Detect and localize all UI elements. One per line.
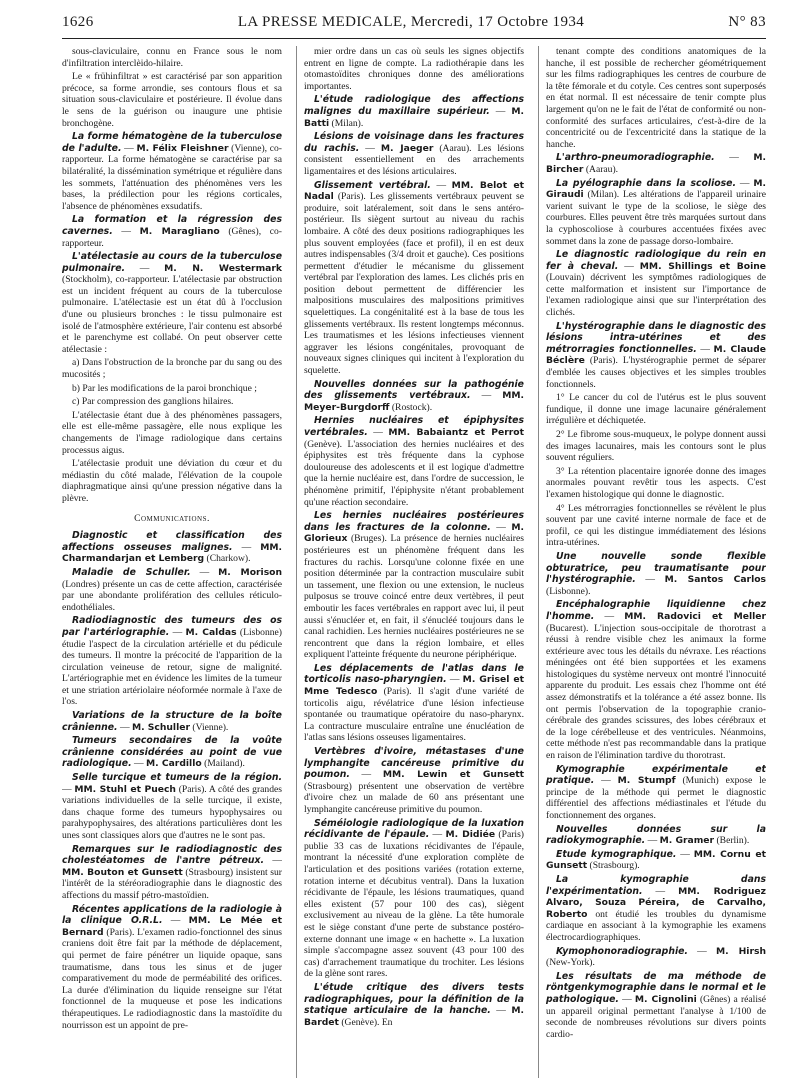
article-title: La pyélographie dans la scoliose.: [556, 177, 737, 189]
article-title: Kymophonoradiographie.: [556, 945, 688, 957]
article-body: (Paris). Les glissements vertébraux peuvent se produire, soit latéralement, soit dans le sens antéro-postérieur. Ils siègent surtout au niveau du rachis lombaire. A côté des deux positions radiographiques les plus souvent employées (face et profil), il en est deux autres indispensables (3/4 droit et gauche). Ces positions permettent d'étudier le mécanisme du glissement vertébral par l'exploration des lames. Les clichés pris en position debout permettent de différencier les malpositions musculaires des malpositions primitives squelettiques. La congénitalité est à la base de tous les glissements vertébraux. Ils restent longtemps méconnus. Les traumatismes et les lésions infectieuses viennent aggraver les lésions congénitales, provoquant de nouveaux signes cliniques qui incitent à l'exploration du squelette.: [304, 191, 524, 377]
article-body: (Lisbonne) étudie l'aspect de la circulation artérielle et du pédicule des tumeurs. Il montre la précocité de l'apparition de la circulation veineuse de retour, signe de malignité. L'artériographie met en évidence les limites de la tumeur et une striation artériolaire néoformée normale à l'axe de l'os.: [62, 626, 282, 708]
article-title: L'atélectasie au cours de la tuberculose pulmonaire.: [62, 251, 282, 274]
article-entry: La formation et la régression des cavernes. — M. Maragliano (Gênes), co-rapporteur.: [62, 214, 282, 249]
article-author: M. Grisel et Mme Tedesco: [304, 674, 524, 698]
article-title: Les résultats de ma méthode de röntgenkymographie dans le normal et le pathologique.: [546, 970, 766, 1005]
article-author: MM. Cornu et Gunsett: [546, 848, 766, 872]
article-title: Maladie de Schuller.: [72, 566, 191, 578]
article-entry: Les déplacements de l'atlas dans le torticolis naso-pharyngien. — M. Grisel et Mme Tedesco (Paris). Il s'agit d'une variété de torticolis aigu, révélatrice d'une lésion infectieuse spontanée ou traumatique opératoire du naso-pharynx. La contracture musculaire entraîne une énucléation de l'atlas sans lésions osseuses ligamentaires.: [304, 662, 524, 744]
article-entry: L'étude radiologique des affections malignes du maxillaire supérieur. — M. Batti (Milan).: [304, 94, 524, 129]
article-body: (Stockholm), co-rapporteur. L'atélectasie par obstruction est un incident fréquent au cours de la tuberculose pulmonaire. L'atélectasie est un état dû à l'occlusion d'une ou plusieurs bronches : le tissu pulmonaire est isolé de l'atmosphère extérieure, l'air contenu est absorbé et le parenchyme est collabé. On peut observer cette atélectasie :: [62, 274, 282, 355]
article-title: Remarques sur le radiodiagnostic des cholestéatomes de l'antre pétreux.: [62, 843, 282, 867]
article-body: (Londres) présente un cas de cette affection, caractérisée par une abondante prolifération des cellules réticulo-endothéliales.: [62, 578, 282, 613]
article-title: Kymographie expérimentale et pratique.: [546, 763, 766, 787]
article-body: (Genève). L'association des hernies nucléaires et des épiphysites est très fréquente dans la cyphose douloureuse des adolescents et il est logique d'admettre que la hernie nucléaire est, dans l'ordre de succession, le phénomène primitif, l'épiphysite n'étant probablement qu'une réaction secondaire.: [304, 438, 524, 508]
article-author: M. Bircher: [546, 152, 766, 175]
article-body: (Vienne).: [192, 721, 229, 733]
article-title: L'étude radiologique des affections malignes du maxillaire supérieur.: [304, 94, 524, 117]
article-body: 3° La rétention placentaire ignorée donne des images anormales pouvant revêtir tous les aspects. C'est l'examen histologique qui donne le diagnostic.: [546, 465, 766, 500]
article-body: (Bruges). La présence de hernies nucléaires postérieures est un phénomène fréquent dans les fractures du rachis. Lorsqu'une colonne fixée en une position déterminée par la contraction musculaire subit un tassement, une flexion ou une extension, le nucleus pulposus se trouve coincé entre deux vertèbres, il peut emboutir les faces vertébrales en rapport avec lui, il peut aussi s'énucléer et, en fait, il s'énucléé toujours dans le canal rachidien. Les hernies nucléaires postérieures ne se rencontrent que dans la région lombaire, et elles expliquent l'atteinte fréquente du neurone périphérique.: [304, 533, 524, 661]
article-title: Hernies nucléaires et épiphysites vertébrales.: [304, 415, 524, 438]
article-title: Les déplacements de l'atlas dans le torticolis naso-pharyngien.: [304, 662, 524, 686]
article-entry: Hernies nucléaires et épiphysites vertébrales. — MM. Babaiantz et Perrot (Genève). L'association des hernies nucléaires et des épiphysites est très fréquente dans la cyphose douloureuse des adolescents et il est logique d'admettre que la hernie nucléaire est, dans l'ordre de succession, le phénomène primitif, l'épiphysite n'étant probablement qu'une réaction secondaire.: [304, 415, 524, 508]
article-body: 2° Le fibrome sous-muqueux, le polype donnent aussi des images lacunaires, mais les contours sont le plus souvent réguliers.: [546, 429, 766, 464]
article-author: MM. Rodriguez Alvaro, Souza Péreira, de Carvalho, Roberto: [546, 885, 766, 920]
paragraph: [62, 458, 282, 504]
article-body: (Strasbourg) présentent une observation de vertèbre d'ivoire chez un malade de 60 ans présentant une lymphangite cancéreuse primitive du poumon.: [304, 780, 524, 815]
article-body: (Aarau). Les lésions consistent essentiellement en des arrachements ligamentaires et des lésions articulaires.: [304, 142, 524, 177]
article-body: (Gênes), co-rapporteur.: [62, 225, 282, 249]
article-entry: Kymographie expérimentale et pratique. — M. Stumpf (Munich) expose le principe de la méthode qui permet le diagnostic différentiel des affections médiastinales et l'étude du fonctionnement des organes.: [546, 763, 766, 821]
header-rule: [62, 38, 766, 39]
paragraph: [546, 429, 766, 464]
article-entry: L'hystérographie dans le diagnostic des lésions intra-utérines et des métrorragies fonctionnelles. — M. Claude Béclère (Paris). L'hystérographie permet de séparer d'emblée les causes objectives et les simples troubles fonctionnels.: [546, 320, 766, 390]
article-entry: Glissement vertébral. — MM. Belot et Nadal (Paris). Les glissements vertébraux peuvent se produire, soit latéralement, soit dans le sens antéro-postérieur. Ils siègent surtout au niveau du rachis lombaire. A côté des deux positions radiographiques les plus souvent employées (face et profil), il en est deux autres indispensables (3/4 droit et gauche). Ces positions permettent d'étudier le mécanisme du glissement vertébral par l'exploration des lames. Les clichés pris en position debout permettent de différencier les malpositions musculaires des malpositions primitives squelettiques. La congénitalité est à la base de tous les glissements vertébraux. Ils restent longtemps méconnus. Les traumatismes et les lésions infectieuses viennent aggraver les lésions congénitales, provoquant de nouveaux signes cliniques qui incitent à l'exploration du squelette.: [304, 179, 524, 377]
article-body: (Lisbonne).: [546, 585, 591, 597]
article-body: (Gênes) a réalisé un appareil original permettant l'analyse à 1/100 de seconde de nombreuses révolutions sur divers points cardio-: [546, 993, 766, 1040]
article-author: M. Claude Béclère: [546, 343, 766, 367]
article-entry: Les résultats de ma méthode de röntgenkymographie dans le normal et le pathologique. — M. Cignolini (Gênes) a réalisé un appareil original permettant l'analyse à 1/100 de seconde de nombreuses révolutions sur divers points cardio-: [546, 970, 766, 1040]
article-body: (Strasbourg).: [589, 860, 640, 872]
article-body: L'atélectasie produit une déviation du cœur et du médiastin du côté malade, l'élévation de la coupole diaphragmatique ainsi qu'une pression négative dans la plèvre.: [62, 458, 282, 504]
article-entry: Nouvelles données sur la pathogénie des glissements vertébraux. — MM. Meyer-Burgdorff (Rostock).: [304, 378, 524, 413]
article-entry: Radiodiagnostic des tumeurs des os par l'artériographie. — M. Caldas (Lisbonne) étudie l'aspect de la circulation artérielle et du pédicule des tumeurs. Il montre la précocité de l'apparition de la circulation veineuse de retour, signe de malignité. L'artériographie met en évidence les limites de la tumeur et une striation artériolaire néoformée normale à l'axe de l'os.: [62, 615, 282, 708]
article-author: M. Glorieux: [304, 521, 524, 545]
paragraph: [62, 357, 282, 380]
article-body: (Rostock).: [391, 401, 433, 413]
section-heading: Communications.: [134, 512, 210, 524]
article-entry: Les hernies nucléaires postérieures dans les fractures de la colonne. — M. Glorieux (Bruges). La présence de hernies nucléaires postérieures est un phénomène fréquent dans les fractures du rachis. Lorsqu'une colonne fixée en une position déterminée par la contraction musculaire subit un tassement, une flexion ou une extension, le nucleus pulposus se trouve coincé entre deux vertèbres, il peut emboutir les faces vertébrales en rapport avec lui, il peut aussi s'énucléer et, en fait, il s'énucléé toujours dans le canal rachidien. Les hernies nucléaires postérieures ne se rencontrent que dans la région lombaire, et elles expliquent l'atteinte fréquente du neurone périphérique.: [304, 510, 524, 661]
column-right: [538, 46, 766, 1078]
issue-number: N° 83: [728, 14, 766, 30]
article-title: Récentes applications de la radiologie à la clinique O.R.L.: [62, 903, 282, 927]
article-body: (Paris). L'examen radio-fonctionnel des sinus craniens doit être fait par la méthode de déplacement, qui permet de faire pénétrer un liquide opaque, sans traumatisme, dans tous les sinus et de juger comparativement du mode de perméabilité des orifices. La durée d'élimination du liquide renseigne sur l'état fonctionnel de la muqueuse et pose les indications thérapeutiques. Le radiodiagnostic dans la mastoïdite du nourrisson est un appoint de pre-: [62, 926, 282, 1031]
article-body: (Milan).: [331, 117, 364, 129]
article-entry: La forme hématogène de la tuberculose de l'adulte. — M. Félix Fleishner (Vienne), co-rapporteur. La forme hématogène se caractérise par sa bilatéralité, la dissémination symétrique et régulière dans les sommets, l'atténuation des phénomènes vers les bases, la prédilection pour les régions corticales, l'absence de phénomènes exsudatifs.: [62, 131, 282, 212]
article-body: (Paris) publie 33 cas de luxations récidivantes de l'épaule, montrant la nécessité d'une exploration complète de l'articulation et des positions variées (rotation externe, rotation interne et décubitus ventral). Dans la luxation récidivante de l'épaule, les lésions traumatiques, quand elles existent (57 pour 100 des cas), siègent exclusivement au niveau de la glène. La tête humorale est le siège constant d'une perte de substance postéro-externe donnant une image « en hachette ». La luxation simple s'accompagne assez souvent (43 pour 100 des cas) d'arrachement traumatique du trochiter. Les lésions de la glène sont rares.: [304, 829, 524, 980]
article-author: MM. Radovici et Meller: [624, 610, 766, 622]
article-entry: L'arthro-pneumoradiographie. — M. Bircher (Aarau).: [546, 152, 766, 175]
article-author: MM. Shillings et Boine: [639, 260, 766, 272]
article-author: M. Batti: [304, 105, 524, 129]
article-title: Nouvelles données sur la pathogénie des glissements vertébraux.: [304, 378, 524, 402]
article-title: Glissement vertébral.: [314, 179, 431, 191]
article-entry: Etude kymographique. — MM. Cornu et Gunsett (Strasbourg).: [546, 848, 766, 872]
article-entry: Selle turcique et tumeurs de la région. — MM. Stuhl et Puech (Paris). A côté des grandes variations individuelles de la selle turcique, il existe, dans chaque forme des tumeurs hypophysaires ou parahypophysaires, des altérations particulières dont les unes sont classiques alors que d'autres ne le sont pas.: [62, 772, 282, 841]
article-entry: Variations de la structure de la boîte crânienne. — M. Schuller (Vienne).: [62, 710, 282, 733]
article-author: M. Félix Fleishner: [136, 142, 229, 154]
article-author: M. Stumpf: [617, 775, 676, 787]
column-middle: [296, 46, 524, 1078]
article-body: a) Dans l'obstruction de la bronche par du sang ou des mucosités ;: [62, 357, 282, 381]
article-title: Vertèbres d'ivoire, métastases d'une lymphangite cancéreuse primitive du poumon.: [304, 746, 524, 781]
article-author: M. N. Westermark: [164, 262, 282, 274]
article-title: Diagnostic et classification des affections osseuses malignes.: [62, 530, 282, 553]
article-author: M. Cardillo: [146, 758, 202, 770]
article-body: Le « frühinfiltrat » est caractérisé par son apparition précoce, sa forme arrondie, ses contours flous et sa situation sous-claviculaire et postérieure. Il évolue dans le sens de la guérison ou inaugure une phtisie bronchogène.: [62, 71, 282, 129]
article-author: M. Cignolini: [634, 993, 697, 1005]
article-author: M. Hirsh: [715, 945, 766, 957]
article-entry: La kymographie dans l'expérimentation. — MM. Rodriguez Alvaro, Souza Péreira, de Carvalho, Roberto ont étudié les troubles du dynamisme cardiaque en associant à la kymographie les examens électrocardiographiques.: [546, 873, 766, 943]
article-body: (Paris). A côté des grandes variations individuelles de la selle turcique, il existe, dans chaque forme des tumeurs hypophysaires ou parahypophysaires, des altérations particulières dont les unes sont classiques alors que d'autres ne le sont pas.: [62, 783, 282, 841]
article-title: L'hystérographie dans le diagnostic des lésions intra-utérines et des métrorragies fonctionnelles.: [546, 320, 766, 355]
journal-title: LA PRESSE MEDICALE, Mercredi, 17 Octobre 1934: [237, 14, 585, 30]
article-title: Radiodiagnostic des tumeurs des os par l'artériographie.: [62, 615, 282, 638]
article-entry: Kymophonoradiographie. — M. Hirsh (New-York).: [546, 945, 766, 969]
article-body: (Genève). En: [341, 1016, 393, 1028]
article-title: Selle turcique et tumeurs de la région.: [72, 772, 282, 784]
article-entry: Récentes applications de la radiologie à la clinique O.R.L. — MM. Le Mée et Bernard (Paris). L'examen radio-fonctionnel des sinus craniens doit être fait par la méthode de déplacement, qui permet de faire pénétrer un liquide opaque, sans traumatisme, dans tous les sinus et de juger comparativement du mode de perméabilité des orifices. La durée d'élimination du liquide renseigne sur l'état fonctionnel de la muqueuse et pose les indications thérapeutiques. Le radiodiagnostic dans la mastoïdite du nourrisson est un appoint de pre-: [62, 903, 282, 1031]
article-body: (Mailand).: [204, 758, 245, 770]
article-body: mier ordre dans un cas où seuls les signes objectifs entrent en ligne de compte. La radiothérapie dans les otomastoïdites chroniques donne des améliorations importantes.: [304, 46, 524, 92]
article-title: Nouvelles données sur la radiokymographie.: [546, 823, 766, 847]
article-title: Encéphalographie liquidienne chez l'homme.: [546, 599, 766, 622]
paragraph: [62, 383, 282, 395]
article-body: (Milan). Les altérations de l'appareil urinaire varient suivant le type de la scoliose, le siège des courbures. Elles peuvent être très marquées surtout dans la cyphoscoliose à courbures accentuées fixées avec sommet dans la zone de passage dorso-lombaire.: [546, 189, 766, 247]
paragraph: [546, 466, 766, 501]
article-body: sous-claviculaire, connu en France sous le nom d'infiltration interclèido-hilaire.: [62, 46, 282, 69]
column-left: [62, 46, 282, 1078]
article-author: M. Jaeger: [380, 142, 434, 154]
article-entry: Nouvelles données sur la radiokymographie. — M. Gramer (Berlin).: [546, 823, 766, 847]
article-author: M. Santos Carlos: [664, 574, 766, 586]
article-author: MM. Lewin et Gunsett: [382, 769, 524, 781]
article-title: Etude kymographique.: [556, 848, 677, 860]
article-columns: [62, 46, 766, 1078]
article-entry: Tumeurs secondaires de la voûte crânienne considérées au point de vue radiologique. — M. Cardillo (Mailand).: [62, 735, 282, 770]
paragraph: [62, 396, 282, 408]
article-entry: Une nouvelle sonde flexible obturatrice, peu traumatisante pour l'hystérographie. — M. Santos Carlos (Lisbonne).: [546, 550, 766, 597]
article-title: Tumeurs secondaires de la voûte crânienne considérées au point de vue radiologique.: [62, 735, 282, 770]
article-entry: Le diagnostic radiologique du rein en fer à cheval. — MM. Shillings et Boine (Louvain) décrivent les symptômes radiologiques de cette malformation et insistent sur l'importance de l'examen radiologique ainsi que sur l'interprétation des clichés.: [546, 249, 766, 319]
article-author: M. Bardet: [304, 1005, 524, 1028]
article-body: (New-York).: [546, 957, 595, 969]
article-entry: Maladie de Schuller. — M. Morison (Londres) présente un cas de cette affection, caractérisée par une abondante prolifération des cellules réticulo-endothéliales.: [62, 566, 282, 613]
article-entry: Encéphalographie liquidienne chez l'homme. — MM. Radovici et Meller (Bucarest). L'injection sous-occipitale de thorotrast a réussi à rendre visible chez les animaux la forme extérieure avec tous les détails du névraxe. Les réactions méningées ont été bien supportées et les examens histologiques du système nerveux ont montré l'innocuité apparente du produit. Les essais chez l'homme ont été assez démonstratifs et la tolérance a été assez bonne. Ils ont permis l'observation de la topographie cranio-cérébrale des grandes scissures, des lobes cérébraux et de la loge cérébelleuse et des ventricules. Néanmoins, cette méthode n'est pas recommandable dans la pratique en raison de l'élimination tardive du thorotrast.: [546, 599, 766, 762]
article-author: MM. Meyer-Burgdorff: [304, 390, 524, 413]
paragraph: [62, 46, 282, 69]
article-body: tenant compte des conditions anatomiques de la hanche, il est possible de rechercher géométriquement sur les films radiographiques les centres de courbure de la tête fémorale et du cotyle. Ces centres sont superposés en état normal. Il est nécessaire de tenir compte plus largement qu'on ne le fait de l'état de conformité ou non-conformité des surfaces articulaires, c'est-à-dire de la concentricité ou de l'excentricité dans la statique de la hanche.: [546, 46, 766, 150]
article-body: (Charkow).: [206, 553, 251, 565]
article-body: 1° Le cancer du col de l'utérus est le plus souvent fundique, il donne une image lacunaire généralement irrégulière et déchiquetée.: [546, 392, 766, 427]
article-entry: L'atélectasie au cours de la tuberculose pulmonaire. — M. N. Westermark (Stockholm), co-rapporteur. L'atélectasie par obstruction est un incident fréquent au cours de la tuberculose pulmonaire. L'atélectasie est un état dû à l'occlusion d'une ou plusieurs bronches : le tissu pulmonaire est isolé de l'atmosphère extérieure, l'air contenu est absorbé et le parenchyme est collabé. On peut observer cette atélectasie :: [62, 251, 282, 355]
paragraph: [546, 503, 766, 549]
article-author: M. Schuller: [131, 721, 190, 733]
article-author: M. Didiée: [445, 829, 496, 841]
article-author: MM. Stuhl et Puech: [74, 783, 176, 795]
article-title: La forme hématogène de la tuberculose de l'adulte.: [62, 131, 282, 154]
article-entry: Lésions de voisinage dans les fractures du rachis. — M. Jaeger (Aarau). Les lésions consistent essentiellement en des arrachements ligamentaires et des lésions articulaires.: [304, 131, 524, 177]
article-entry: Remarques sur le radiodiagnostic des cholestéatomes de l'antre pétreux. — MM. Bouton et Gunsett (Strasbourg) insistent sur l'intérêt de la stéréoradiographie dans le diagnostic des affections du massif pétro-mastoïdien.: [62, 843, 282, 901]
article-author: MM. Le Mée et Bernard: [62, 915, 282, 938]
article-title: Lésions de voisinage dans les fractures du rachis.: [304, 131, 524, 154]
article-author: M. Morison: [218, 566, 282, 578]
article-body: (Bucarest). L'injection sous-occipitale de thorotrast a réussi à rendre visible chez les animaux la forme extérieure avec tous les détails du névraxe. Les réactions méningées ont été bien supportées et les examens histologiques du système nerveux ont montré l'innocuité apparente du produit. Les essais chez l'homme ont été assez démonstratifs et la tolérance a été assez bonne. Ils ont permis l'observation de la topographie cranio-cérébrale des grandes scissures, des lobes cérébraux et de la loge cérébelleuse et des ventricules. Néanmoins, cette méthode n'est pas recommandable dans la pratique en raison de l'élimination tardive du thorotrast.: [546, 622, 766, 762]
paragraph: [62, 410, 282, 456]
paragraph: [546, 46, 766, 150]
article-title: Les hernies nucléaires postérieures dans les fractures de la colonne.: [304, 510, 524, 533]
paragraph: [304, 46, 524, 92]
article-title: La formation et la régression des cavernes.: [62, 214, 282, 237]
article-title: La kymographie dans l'expérimentation.: [546, 873, 766, 897]
article-title: Le diagnostic radiologique du rein en fer à cheval.: [546, 249, 766, 272]
paragraph: [62, 71, 282, 129]
article-entry: La pyélographie dans la scoliose. — M. Giraudi (Milan). Les altérations de l'appareil urinaire varient suivant le type de la scoliose, le siège des courbures. Elles peuvent être très marquées surtout dans la cyphoscoliose à courbures accentuées fixées avec sommet dans la zone de passage dorso-lombaire.: [546, 177, 766, 247]
article-author: MM. Charmandarjan et Lemberg: [62, 541, 282, 565]
article-entry: Séméiologie radiologique de la luxation récidivante de l'épaule. — M. Didiée (Paris) publie 33 cas de luxations récidivantes de l'épaule, montrant la nécessité d'une exploration complète de l'articulation et des positions variées (rotation externe, rotation interne et décubitus ventral). Dans la luxation récidivante de l'épaule, les lésions traumatiques, quand elles existent (57 pour 100 des cas), siègent exclusivement au niveau de la glène. La tête humorale est le siège constant d'une perte de substance postéro-externe donnant une image « en hachette ». La luxation simple s'accompagne assez souvent (43 pour 100 des cas) d'arrachement traumatique du trochiter. Les lésions de la glène sont rares.: [304, 817, 524, 980]
article-body: (Paris). L'hystérographie permet de séparer d'emblée les causes objectives et les simples troubles fonctionnels.: [546, 355, 766, 390]
page-header: [62, 14, 766, 36]
article-body: b) Par les modifications de la paroi bronchique ;: [72, 382, 257, 394]
article-entry: Vertèbres d'ivoire, métastases d'une lymphangite cancéreuse primitive du poumon. — MM. Lewin et Gunsett (Strasbourg) présentent une observation de vertèbre d'ivoire chez un malade de 60 ans présentant une lymphangite cancéreuse primitive du poumon.: [304, 746, 524, 815]
article-entry: L'étude critique des divers tests radiographiques, pour la définition de la statique articulaire de la hanche. — M. Bardet (Genève). En: [304, 981, 524, 1028]
article-body: ont étudié les troubles du dynamisme cardiaque en associant à la kymographie les examens électrocardiographiques.: [546, 908, 766, 943]
article-title: L'étude critique des divers tests radiographiques, pour la définition de la statique articulaire de la hanche.: [304, 981, 524, 1017]
article-body: (Louvain) décrivent les symptômes radiologiques de cette malformation et insistent sur l'importance de l'examen radiologique ainsi que sur l'interprétation des clichés.: [546, 272, 766, 319]
article-body: (Vienne), co-rapporteur. La forme hématogène se caractérise par sa bilatéralité, la dissémination symétrique et régulière dans les sommets, l'atténuation des phénomènes vers les bases, la prédilection pour les régions corticales, l'absence de phénomènes exsudatifs.: [62, 142, 282, 212]
article-body: (Munich) expose le principe de la méthode qui permet le diagnostic différentiel des affections médiastinales et l'étude du fonctionnement des organes.: [546, 775, 766, 821]
article-title: Une nouvelle sonde flexible obturatrice, peu traumatisante pour l'hystérographie.: [546, 550, 766, 586]
article-title: Variations de la structure de la boîte crânienne.: [62, 710, 282, 733]
article-body: (Paris). Il s'agit d'une variété de torticolis aigu, révélatrice d'une lésion infectieuse spontanée ou traumatique opératoire du naso-pharynx. La contracture musculaire entraîne une énucléation de l'atlas sans lésions osseuses ligamentaires.: [304, 686, 524, 744]
article-author: M. Caldas: [185, 626, 237, 638]
article-author: MM. Babaiantz et Perrot: [388, 427, 524, 438]
article-body: (Strasbourg) insistent sur l'intérêt de la stéréoradiographie dans le diagnostic des affections du massif pétro-mastoïdien.: [62, 866, 282, 901]
article-author: MM. Bouton et Gunsett: [62, 866, 183, 878]
paragraph: [546, 392, 766, 427]
article-body: c) Par compression des ganglions hilaires.: [72, 396, 234, 408]
article-title: L'arthro-pneumoradiographie.: [556, 152, 715, 164]
article-body: (Aarau).: [585, 163, 619, 175]
article-title: Séméiologie radiologique de la luxation récidivante de l'épaule.: [304, 817, 524, 841]
article-body: 4° Les métrorragies fonctionnelles se révèlent le plus souvent par une cavité interne normale de face et de profil, ce qui les distingue immédiatement des lésions intra-utérines.: [546, 502, 766, 549]
article-body: L'atélectasie étant due à des phénomènes passagers, elle est elle-même passagère, elle nous explique les changements de l'image radiologique dans certains processus aigus.: [62, 409, 282, 456]
article-author: M. Gramer: [659, 835, 715, 847]
article-entry: Diagnostic et classification des affections osseuses malignes. — MM. Charmandarjan et Lemberg (Charkow).: [62, 530, 282, 565]
article-author: MM. Belot et Nadal: [304, 179, 524, 203]
article-author: M. Maragliano: [139, 225, 220, 237]
article-author: M. Giraudi: [546, 177, 766, 201]
page-number: 1626: [62, 14, 94, 30]
article-body: (Berlin).: [716, 835, 750, 847]
